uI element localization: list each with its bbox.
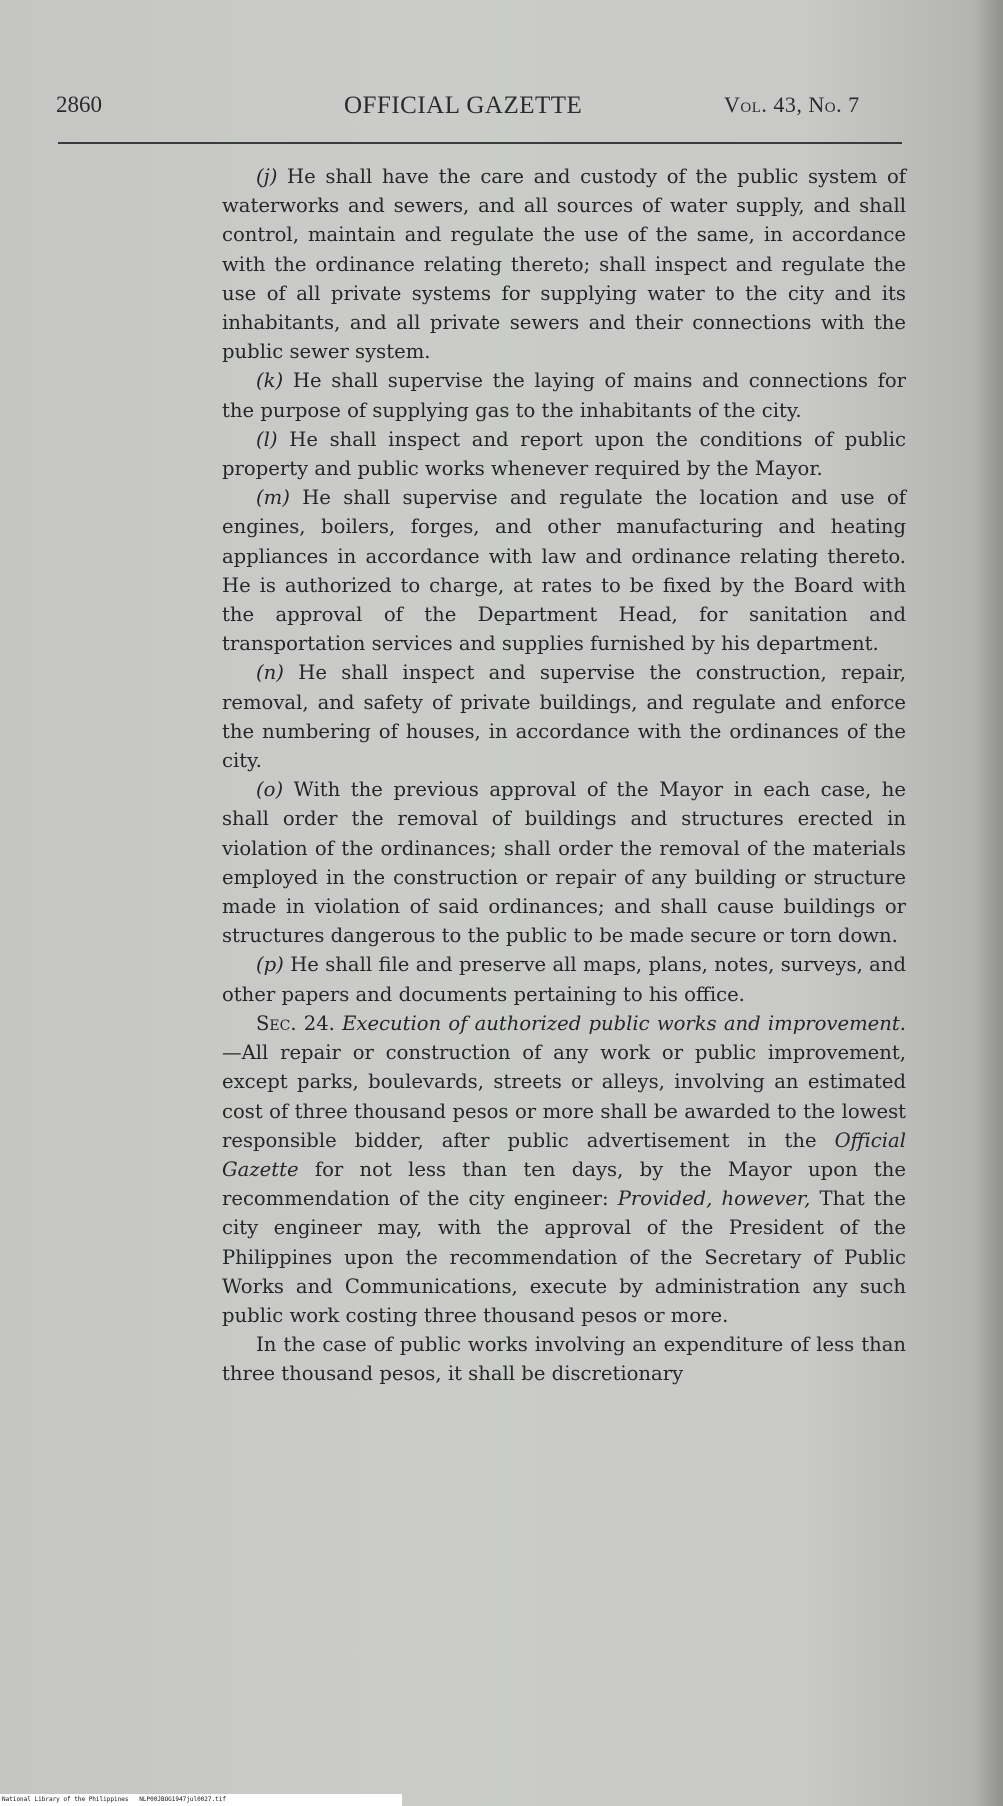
page-number: 2860	[56, 92, 102, 117]
section-24	[222, 1009, 906, 1330]
article-body	[222, 162, 906, 1389]
gazette-title: OFFICIAL GAZETTE	[344, 92, 583, 119]
paragraph-text: He shall have the care and custody of the public system of waterworks and sewers, and all sources of water supply, and shall control, maintain and regulate the use of the same, in accordance with the ordinance relating thereto; shall inspect and regulate the use of all private systems for supplying water to the city and its inhabitants, and all private sewers and their connections with the public sewer system.	[222, 165, 906, 364]
scan-footer	[0, 1794, 402, 1806]
paragraph-text: He shall supervise the laying of mains and connections for the purpose of supplying gas to the inhabitants of the city.	[222, 369, 906, 422]
paragraph-m	[222, 483, 906, 658]
paragraph-letter: (n)	[256, 661, 284, 685]
paragraph-letter: (j)	[256, 165, 278, 188]
paragraph-text: He shall file and preserve all maps, plans, notes, surveys, and other papers and documents pertaining to his office.	[222, 953, 906, 1006]
paragraph-letter: (k)	[256, 369, 284, 393]
paragraph-l	[222, 425, 906, 483]
paragraph-text: With the previous approval of the Mayor in each case, he shall order the removal of buildings and structures erected in violation of the ordinances; shall order the removal of the materials employed in the construction or repair of any building or structure made in violation of said ordinances; and shall cause buildings or structures dangerous to the public to be made secure or torn down.	[222, 778, 906, 948]
paragraph-letter: (m)	[256, 486, 290, 510]
paragraph-letter: (p)	[256, 953, 284, 977]
paragraph-p	[222, 950, 906, 1008]
library-name: National Library of the Philippines	[2, 1796, 129, 1803]
paragraph-text: He shall supervise and regulate the location and use of engines, boilers, forges, and other manufacturing and heating appliances in accordance with law and ordinance relating thereto. He is authorized to charge, at rates to be fixed by the Board with the approval of the Department Head, for sanitation and transportation services and supplies furnished by his department.	[222, 486, 906, 656]
gazette-reference: Official Gazette	[222, 1128, 906, 1181]
paragraph-text: He shall inspect and supervise the construction, repair, removal, and safety of private buildings, and regulate and enforce the numbering of houses, in accordance with the ordinances of the city.	[222, 661, 906, 773]
paragraph-letter: (o)	[256, 778, 284, 802]
section-text-c: That the city engineer may, with the approval of the President of the Philippines upon the recommendation of the Secretary of Public Works and Communications, execute by administration any such public work costing three thousand pesos or more.	[222, 1187, 906, 1327]
page-header	[56, 92, 906, 132]
section-heading: Execution of authorized public works and improvement.	[342, 1011, 906, 1035]
final-paragraph: In the case of public works involving an expenditure of less than three thousand pesos, it shall be discretionary	[222, 1333, 906, 1386]
paragraph-text: He shall inspect and report upon the conditions of public property and public works whenever required by the Mayor.	[222, 427, 906, 481]
volume-number: Vol. 43, No. 7	[724, 92, 860, 117]
paragraph-o	[222, 775, 906, 950]
paragraph-letter: (l)	[256, 427, 278, 451]
proviso: Provided, however,	[617, 1187, 811, 1211]
paragraph-j	[222, 162, 906, 366]
section-text-b: for not less than ten days, by the Mayor upon the recommendation of the city engineer:	[222, 1157, 906, 1211]
section-label: Sec. 24.	[256, 1011, 335, 1035]
section-text-a: —All repair or construction of any work or public improvement, except parks, boulevards, streets or alleys, involving an estimated cost of three thousand pesos or more shall be awarded to the lowest responsible bidder, after public advertisement in the	[222, 1041, 906, 1152]
header-rule	[58, 142, 902, 144]
file-id: NLP00JBOG1947jul0027.tif	[139, 1796, 226, 1803]
paragraph-n	[222, 658, 906, 775]
paragraph-k	[222, 366, 906, 424]
